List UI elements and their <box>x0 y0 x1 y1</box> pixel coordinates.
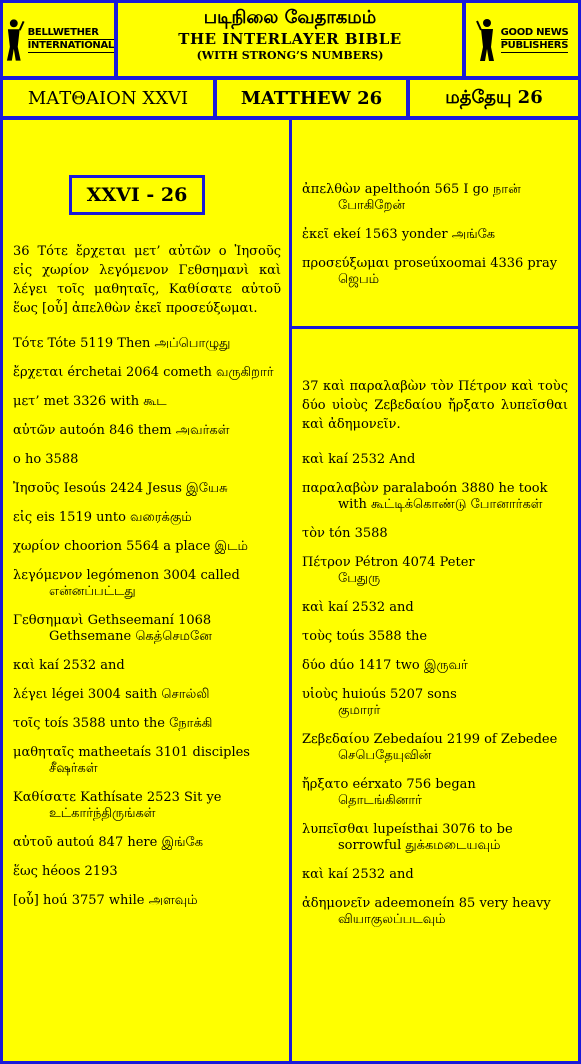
word-entry <box>13 394 281 410</box>
entry-line: ο ho 3588 <box>13 452 79 467</box>
entry-line: Ἰησοῦς Iesoús 2424 Jesus இயேசு <box>13 481 228 496</box>
figure-icon <box>476 17 498 63</box>
bellwether-logo <box>0 0 117 79</box>
right-top-column <box>289 117 581 329</box>
good-news-logo <box>463 0 581 79</box>
logo-line-2: INTERNATIONAL <box>27 39 114 51</box>
entry-line: Γεθσημανὶ Gethseemaní 1068 <box>13 613 212 628</box>
entry-continuation: குமாரர் <box>338 703 381 718</box>
entry-line: χωρίον choorion 5564 a place இடம் <box>13 539 248 554</box>
word-entry <box>302 687 568 719</box>
title-main: THE INTERLAYER BIBLE <box>178 30 402 48</box>
word-entry <box>13 716 281 732</box>
entry-line: Τότε Tóte 5119 Then அப்பொழுது <box>13 336 231 351</box>
word-entry <box>13 687 281 703</box>
entry-continuation: ஜெபம் <box>338 272 380 287</box>
entry-line: καὶ kaí 2532 And <box>302 452 416 467</box>
word-entry <box>302 600 568 616</box>
entry-continuation: Gethsemane கெத்செமனே <box>49 629 212 644</box>
entry-line: υἱοὺς huioús 5207 sons <box>302 687 457 702</box>
entry-line: λεγόμενον legómenon 3004 called <box>13 568 240 583</box>
entry-continuation: போகிறேன் <box>338 198 406 213</box>
entry-continuation: செபெதேயுவின் <box>338 748 432 763</box>
entry-line: τοῖς toís 3588 unto the நோக்கி <box>13 716 213 731</box>
word-entry <box>302 777 568 809</box>
entry-line: ἔρχεται érchetai 2064 cometh வருகிறார் <box>13 365 274 380</box>
word-list <box>302 182 568 288</box>
entry-continuation: வியாகுலப்படவும் <box>338 912 446 927</box>
word-entry <box>302 658 568 674</box>
logo-line-1: BELLWETHER <box>28 27 114 40</box>
word-entry <box>302 822 568 854</box>
word-entry <box>13 481 281 497</box>
word-entry <box>13 790 281 822</box>
word-entry <box>302 481 568 513</box>
verse-37: 37 καὶ παραλαβὼν τὸν Πέτρον καὶ τοὺς δύο υἱοὺς Ζεβεδαίου ἤρξατο λυπεῖσθαι καὶ ἀδημονεῖν. <box>302 379 568 432</box>
chapter-greek: ΜΑΤΘΑΙΟΝ XXVI <box>0 77 216 119</box>
chapter-english: MATTHEW 26 <box>214 77 409 119</box>
entry-line: τοὺς toús 3588 the <box>302 629 428 644</box>
word-entry <box>302 867 568 883</box>
word-entry <box>13 568 281 600</box>
figure-icon <box>3 17 25 63</box>
entry-continuation: தொடங்கினார் <box>338 793 422 808</box>
entry-line: Ζεβεδαίου Zebedaíou 2199 of Zebedee <box>302 732 558 747</box>
word-entry <box>13 539 281 555</box>
word-entry <box>13 365 281 381</box>
title-block <box>115 0 465 79</box>
entry-continuation: சீஷர்கள் <box>49 761 98 776</box>
chapter-box: XXVI - 26 <box>69 175 205 215</box>
word-entry <box>13 835 281 851</box>
entry-continuation: with கூட்டிக்கொண்டு போனார்கள் <box>338 497 543 512</box>
entry-line: παραλαβὼν paralaboón 3880 he took <box>302 481 548 496</box>
word-entry <box>13 745 281 777</box>
entry-line: καὶ kaí 2532 and <box>13 658 125 673</box>
word-entry <box>302 629 568 645</box>
entry-line: ἀδημονεῖν adeemoneín 85 very heavy <box>302 896 551 911</box>
entry-line: μαθηταῖς matheetaís 3101 disciples <box>13 745 250 760</box>
logo-line-2: PUBLISHERS <box>500 39 569 51</box>
title-sub: (WITH STRONG’S NUMBERS) <box>196 49 384 62</box>
entry-line: ἐκεῖ ekeí 1563 yonder அங்கே <box>302 227 496 242</box>
word-entry <box>302 732 568 764</box>
entry-line: αὐτοῦ autoú 847 here இங்கே <box>13 835 204 850</box>
word-list <box>13 336 281 909</box>
word-entry <box>302 896 568 928</box>
entry-continuation: sorrowful துக்கமடையவும் <box>338 838 501 853</box>
entry-line: ἀπελθὼν apelthoón 565 I go நான் <box>302 182 521 197</box>
entry-line: μετ’ met 3326 with கூட <box>13 394 167 409</box>
word-entry <box>13 336 281 352</box>
word-entry <box>13 510 281 526</box>
chapter-tamil: மத்தேயு 26 <box>407 77 581 119</box>
entry-line: λέγει légei 3004 saith சொல்லி <box>13 687 210 702</box>
entry-line: αὐτῶν autoón 846 them அவர்கள் <box>13 423 230 438</box>
entry-line: καὶ kaí 2532 and <box>302 600 414 615</box>
entry-line: προσεύξωμαι proseúxoomai 4336 pray <box>302 256 558 271</box>
entry-continuation: என்னப்பட்டது <box>49 584 136 599</box>
word-entry <box>302 452 568 468</box>
entry-line: Πέτρον Pétron 4074 Peter <box>302 555 475 570</box>
title-tamil: படிநிலை வேதாகமம் <box>203 7 377 28</box>
entry-line: καὶ kaí 2532 and <box>302 867 414 882</box>
word-entry <box>302 182 568 214</box>
word-entry <box>13 423 281 439</box>
word-entry <box>13 613 281 645</box>
entry-line: ἤρξατο eérxato 756 began <box>302 777 476 792</box>
entry-line: τὸν tón 3588 <box>302 526 388 541</box>
word-entry <box>302 227 568 243</box>
word-entry <box>13 893 281 909</box>
word-entry <box>302 555 568 587</box>
word-entry <box>302 526 568 542</box>
word-entry <box>13 864 281 880</box>
logo-line-1: GOOD NEWS <box>500 26 569 38</box>
word-entry <box>13 658 281 674</box>
word-entry <box>13 452 281 468</box>
left-column <box>0 117 294 1064</box>
entry-continuation: பேதுரு <box>338 571 381 586</box>
entry-line: λυπεῖσθαι lupeísthai 3076 to be <box>302 822 513 837</box>
word-list <box>302 452 568 928</box>
entry-line: [οὗ] hoú 3757 while அளவும் <box>13 893 198 908</box>
entry-line: εἰς eis 1519 unto வரைக்கும் <box>13 510 192 525</box>
entry-line: ἕως héoos 2193 <box>13 864 118 879</box>
right-bottom-column <box>289 326 581 1064</box>
entry-line: δύο dúo 1417 two இருவர் <box>302 658 468 673</box>
word-entry <box>302 256 568 288</box>
entry-line: Καθίσατε Kathísate 2523 Sit ye <box>13 790 222 805</box>
verse-36: 36 Τότε ἔρχεται μετ’ αὐτῶν ο Ἰησοῦς εἰς χωρίον λεγόμενον Γεθσημανὶ καὶ λέγει τοῖς μαθηταῖς, Καθίσατε αὐτοῦ ἕως [οὗ] ἀπελθὼν ἐκεῖ προσεύξωμαι. <box>13 244 281 316</box>
entry-continuation: உட்கார்ந்திருங்கள் <box>49 806 156 821</box>
